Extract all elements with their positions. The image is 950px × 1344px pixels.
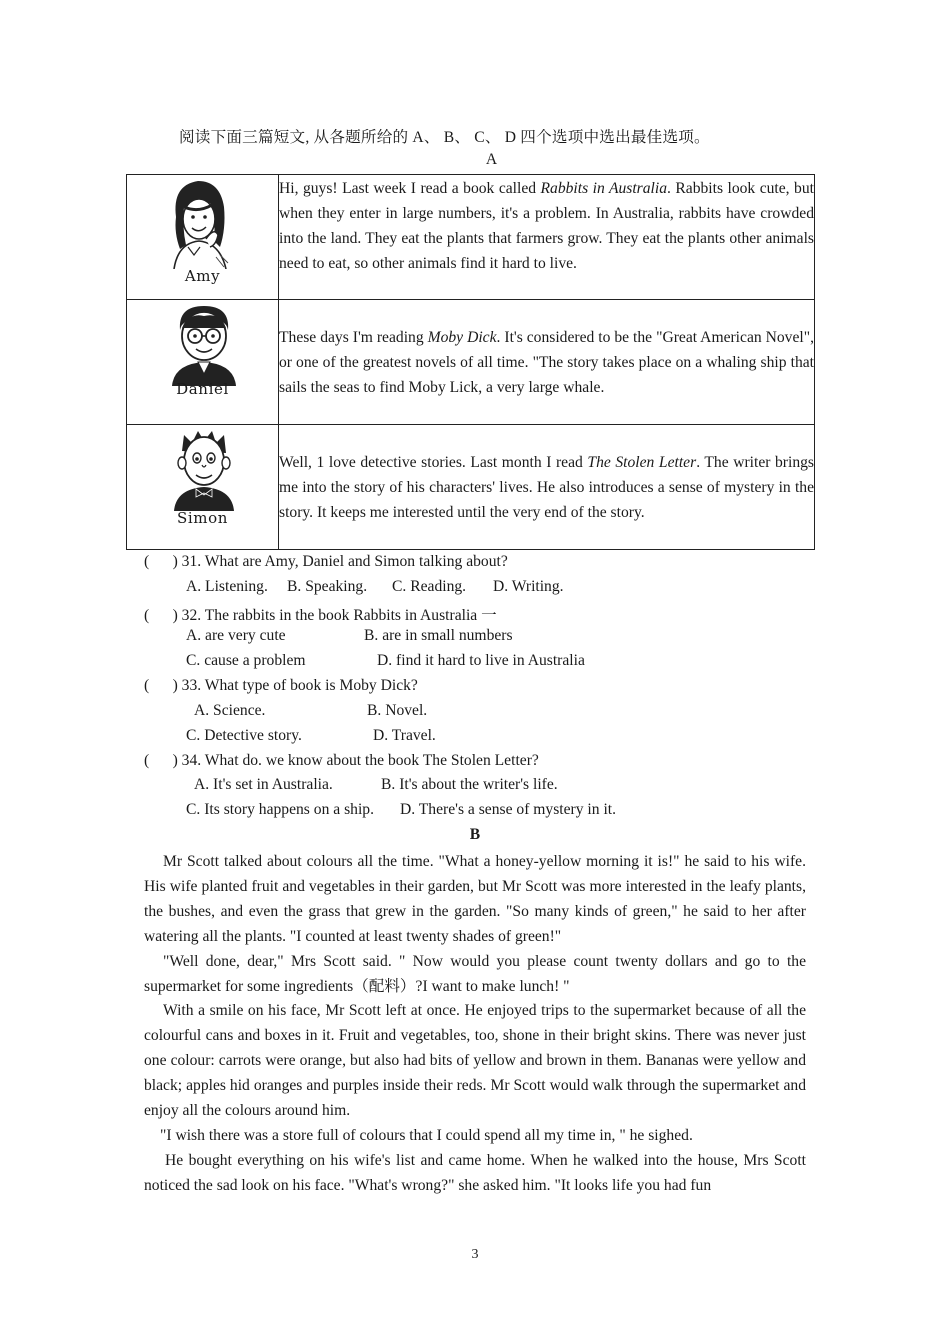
profile-picture-cell	[127, 175, 279, 300]
book-title: Moby Dick	[427, 329, 497, 346]
book-title: The Stolen Letter	[587, 454, 697, 471]
option-33-b: B. Novel.	[367, 702, 428, 719]
boy-glasses-portrait-icon	[154, 302, 254, 386]
question-33-stem: ( ) 33. What type of book is Moby Dick?	[144, 677, 418, 694]
text-part: Well, 1 love detective stories. Last month I read	[279, 454, 588, 471]
option-31-a: A. Listening.	[186, 578, 268, 595]
section-b-heading: B	[469, 826, 481, 843]
option-32-b: B. are in small numbers	[364, 627, 513, 644]
passage-b-paragraph-2: "Well done, dear," Mrs Scott said. " Now would you please count twenty dollars and go to the supermarket for some ingredients（配料）?I want to make lunch! "	[144, 953, 806, 995]
option-31-d: D. Writing.	[493, 578, 564, 595]
option-34-c: C. Its story happens on a ship.	[186, 801, 374, 818]
passage-b-paragraph-4: "I wish there was a store full of colours that I could spend all my time in, " he sighed.	[160, 1127, 693, 1144]
option-34-d: D. There's a sense of mystery in it.	[400, 801, 617, 818]
book-title: Rabbits in Australia	[540, 180, 668, 197]
girl-portrait-icon	[154, 177, 254, 269]
profile-row-amy	[127, 175, 815, 300]
passage-b-paragraph-5: He bought everything on his wife's list and came home. When he walked into the house, Mrs Scott noticed the sad look on his face. "What's wrong?" she asked him. "It looks life you had fun	[144, 1152, 806, 1194]
option-34-a: A. It's set in Australia.	[194, 776, 333, 793]
question-31-stem: ( ) 31. What are Amy, Daniel and Simon talking about?	[144, 553, 508, 570]
profile-text-daniel	[279, 300, 815, 425]
text-part: These days I'm reading	[279, 329, 428, 346]
option-33-c: C. Detective story.	[186, 727, 302, 744]
profile-name-simon: Simon	[177, 509, 228, 527]
profile-name-daniel: Daniel	[176, 380, 229, 398]
text-part: . Rabbits look cute, but when they enter in large numbers, it's a problem. In Australia, rabbits have crowded into the land. They eat the plants that farmers grow. They eat the plants other animals need to eat, so other animals find it hard to live.	[279, 180, 814, 272]
option-31-c: C. Reading.	[392, 578, 467, 595]
section-a-heading: A	[485, 151, 498, 168]
profile-row-simon	[127, 425, 815, 550]
text-part: Hi, guys! Last week I read a book called	[279, 180, 541, 197]
question-32-stem: ( ) 32. The rabbits in the book Rabbits in Australia 一	[144, 607, 497, 624]
profile-picture-cell	[127, 300, 279, 425]
profiles-table	[126, 174, 815, 550]
option-32-c: C. cause a problem	[186, 652, 306, 669]
option-34-b: B. It's about the writer's life.	[381, 776, 558, 793]
boy-portrait-icon	[154, 427, 254, 511]
passage-b-paragraph-1: Mr Scott talked about colours all the time. "What a honey-yellow morning it is!" he said to his wife. His wife planted fruit and vegetables in their garden, but Mr Scott was more interested in the leafy plants, the bushes, and even the grass that grew in the garden. "So many kinds of green," he said to her after watering all the plants. "I counted at least twenty shades of green!"	[144, 853, 806, 945]
option-32-a: A. are very cute	[186, 627, 286, 644]
profile-picture-cell	[127, 425, 279, 550]
text-part: . The writer brings me into the story of his characters' lives. He also introduces a sense of mystery in the story. It keeps me interested until the very end of the story.	[279, 454, 814, 521]
text-part: . It's considered to be the "Great American Novel", or one of the greatest novels of all time. "The story takes place on a whaling ship that sails the seas to find Moby Lick, a very large whale.	[279, 329, 814, 396]
profile-name-amy: Amy	[184, 267, 221, 285]
profile-text-amy	[279, 175, 815, 300]
profile-text-simon	[279, 425, 815, 550]
option-33-a: A. Science.	[194, 702, 266, 719]
option-33-d: D. Travel.	[373, 727, 436, 744]
option-31-b: B. Speaking.	[287, 578, 368, 595]
question-34-stem: ( ) 34. What do. we know about the book The Stolen Letter?	[144, 752, 539, 769]
passage-b-paragraph-3: With a smile on his face, Mr Scott left at once. He enjoyed trips to the supermarket because of all the colourful cans and boxes in it. Fruit and vegetables, too, shone in their bright skins. There was never just one colour: carrots were orange, but also had bits of yellow and brown in them. Bananas were yellow and black; apples hid oranges and purples inside their reds. Mr Scott would walk through the supermarket and enjoy all the colours around him.	[144, 1002, 806, 1119]
profile-row-daniel	[127, 300, 815, 425]
instruction-text: 阅读下面三篇短文, 从各题所给的 A、 B、 C、 D 四个选项中选出最佳选项。	[179, 129, 710, 146]
option-32-d: D. find it hard to live in Australia	[377, 652, 585, 669]
page-number: 3	[471, 1247, 479, 1262]
